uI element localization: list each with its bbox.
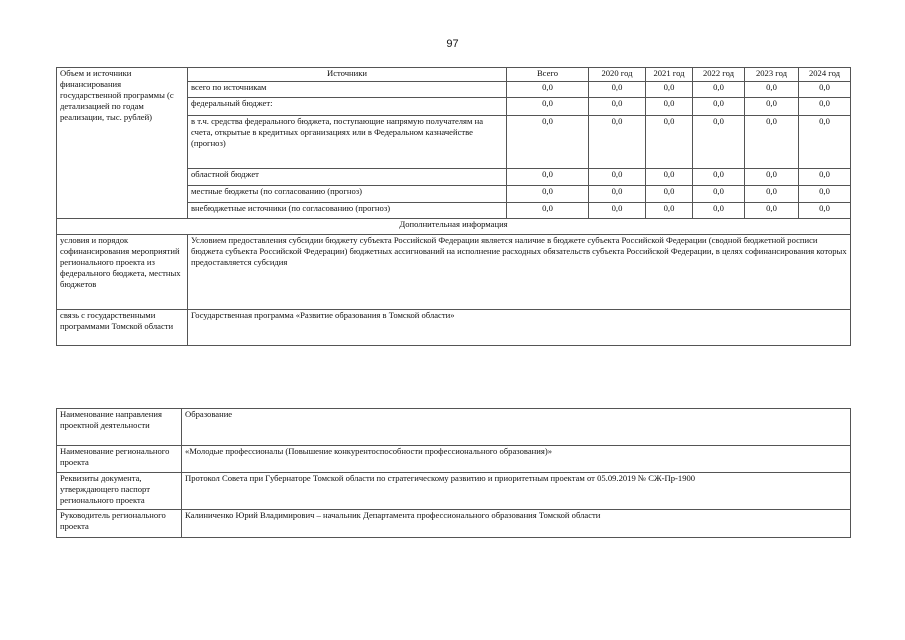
value-cell: 0,0: [745, 98, 799, 116]
conditions-text: Условием предоставления субсидии бюджету субъекта Российской Федерации является наличие в бюджете субъекта Российской Федерации (сводной бюджетной росписи бюджета субъекта Российской Федерации) бюджетных ассигнований на исполнение расходных обязательств субъекта Российской Федерации, в целях софинансирования которых предоставляется субсидия: [188, 235, 851, 310]
value-cell: 0,0: [745, 82, 799, 98]
document-label: Реквизиты документа, утверждающего паспорт регионального проекта: [57, 473, 182, 510]
value-cell: 0,0: [507, 116, 589, 169]
value-cell: 0,0: [646, 203, 693, 219]
project-name-value: «Молодые профессионалы (Повышение конкурентоспособности профессионального образования)»: [182, 446, 851, 473]
value-cell: 0,0: [693, 116, 745, 169]
source-cell: местные бюджеты (по согласованию (прогноз): [188, 186, 507, 203]
value-cell: 0,0: [745, 116, 799, 169]
conditions-label: условия и порядок софинансирования мероприятий регионального проекта из федерального бюджета, местных бюджетов: [57, 235, 188, 310]
additional-info-heading: Дополнительная информация: [57, 219, 851, 235]
direction-label: Наименование направления проектной деятельности: [57, 409, 182, 446]
value-cell: 0,0: [646, 82, 693, 98]
value-cell: 0,0: [589, 82, 646, 98]
value-cell: 0,0: [799, 82, 851, 98]
value-cell: 0,0: [589, 116, 646, 169]
value-cell: 0,0: [589, 186, 646, 203]
value-cell: 0,0: [693, 186, 745, 203]
project-name-label: Наименование регионального проекта: [57, 446, 182, 473]
table-row: [57, 446, 851, 473]
project-passport-table: [56, 408, 851, 538]
value-cell: 0,0: [507, 98, 589, 116]
value-cell: 0,0: [589, 169, 646, 186]
finance-row-label: Объем и источники финансирования государственной программы (с детализацией по годам реализации, тыс. рублей): [57, 68, 188, 219]
header-2020: 2020 год: [589, 68, 646, 82]
header-sources: Источники: [188, 68, 507, 82]
value-cell: 0,0: [589, 203, 646, 219]
value-cell: 0,0: [646, 186, 693, 203]
value-cell: 0,0: [799, 203, 851, 219]
value-cell: 0,0: [507, 186, 589, 203]
header-2024: 2024 год: [799, 68, 851, 82]
table-row: [57, 510, 851, 538]
value-cell: 0,0: [693, 169, 745, 186]
header-total: Всего: [507, 68, 589, 82]
source-cell: внебюджетные источники (по согласованию (прогноз): [188, 203, 507, 219]
value-cell: 0,0: [799, 116, 851, 169]
manager-value: Калиниченко Юрий Владимирович – начальник Департамента профессионального образования Томской области: [182, 510, 851, 538]
value-cell: 0,0: [693, 98, 745, 116]
value-cell: 0,0: [646, 98, 693, 116]
header-2023: 2023 год: [745, 68, 799, 82]
value-cell: 0,0: [693, 203, 745, 219]
page-number: 97: [446, 38, 459, 50]
source-cell: областной бюджет: [188, 169, 507, 186]
header-2022: 2022 год: [693, 68, 745, 82]
direction-value: Образование: [182, 409, 851, 446]
finance-table: [56, 67, 851, 346]
source-cell: в т.ч. средства федерального бюджета, поступающие напрямую получателям на счета, открытые в кредитных организациях или в Федеральном казначействе (прогноз): [188, 116, 507, 169]
value-cell: 0,0: [799, 169, 851, 186]
header-2021: 2021 год: [646, 68, 693, 82]
manager-label: Руководитель регионального проекта: [57, 510, 182, 538]
program-link-text: Государственная программа «Развитие образования в Томской области»: [188, 310, 851, 346]
value-cell: 0,0: [745, 203, 799, 219]
value-cell: 0,0: [646, 116, 693, 169]
document-value: Протокол Совета при Губернаторе Томской области по стратегическому развитию и приоритетным проектам от 05.09.2019 № СЖ-Пр-1900: [182, 473, 851, 510]
source-cell: федеральный бюджет:: [188, 98, 507, 116]
value-cell: 0,0: [589, 98, 646, 116]
source-cell: всего по источникам: [188, 82, 507, 98]
value-cell: 0,0: [799, 186, 851, 203]
table-row: [57, 409, 851, 446]
value-cell: 0,0: [799, 98, 851, 116]
value-cell: 0,0: [507, 82, 589, 98]
value-cell: 0,0: [507, 203, 589, 219]
value-cell: 0,0: [507, 169, 589, 186]
value-cell: 0,0: [745, 186, 799, 203]
table-row: [57, 473, 851, 510]
value-cell: 0,0: [745, 169, 799, 186]
program-link-label: связь с государственными программами Томской области: [57, 310, 188, 346]
value-cell: 0,0: [646, 169, 693, 186]
value-cell: 0,0: [693, 82, 745, 98]
